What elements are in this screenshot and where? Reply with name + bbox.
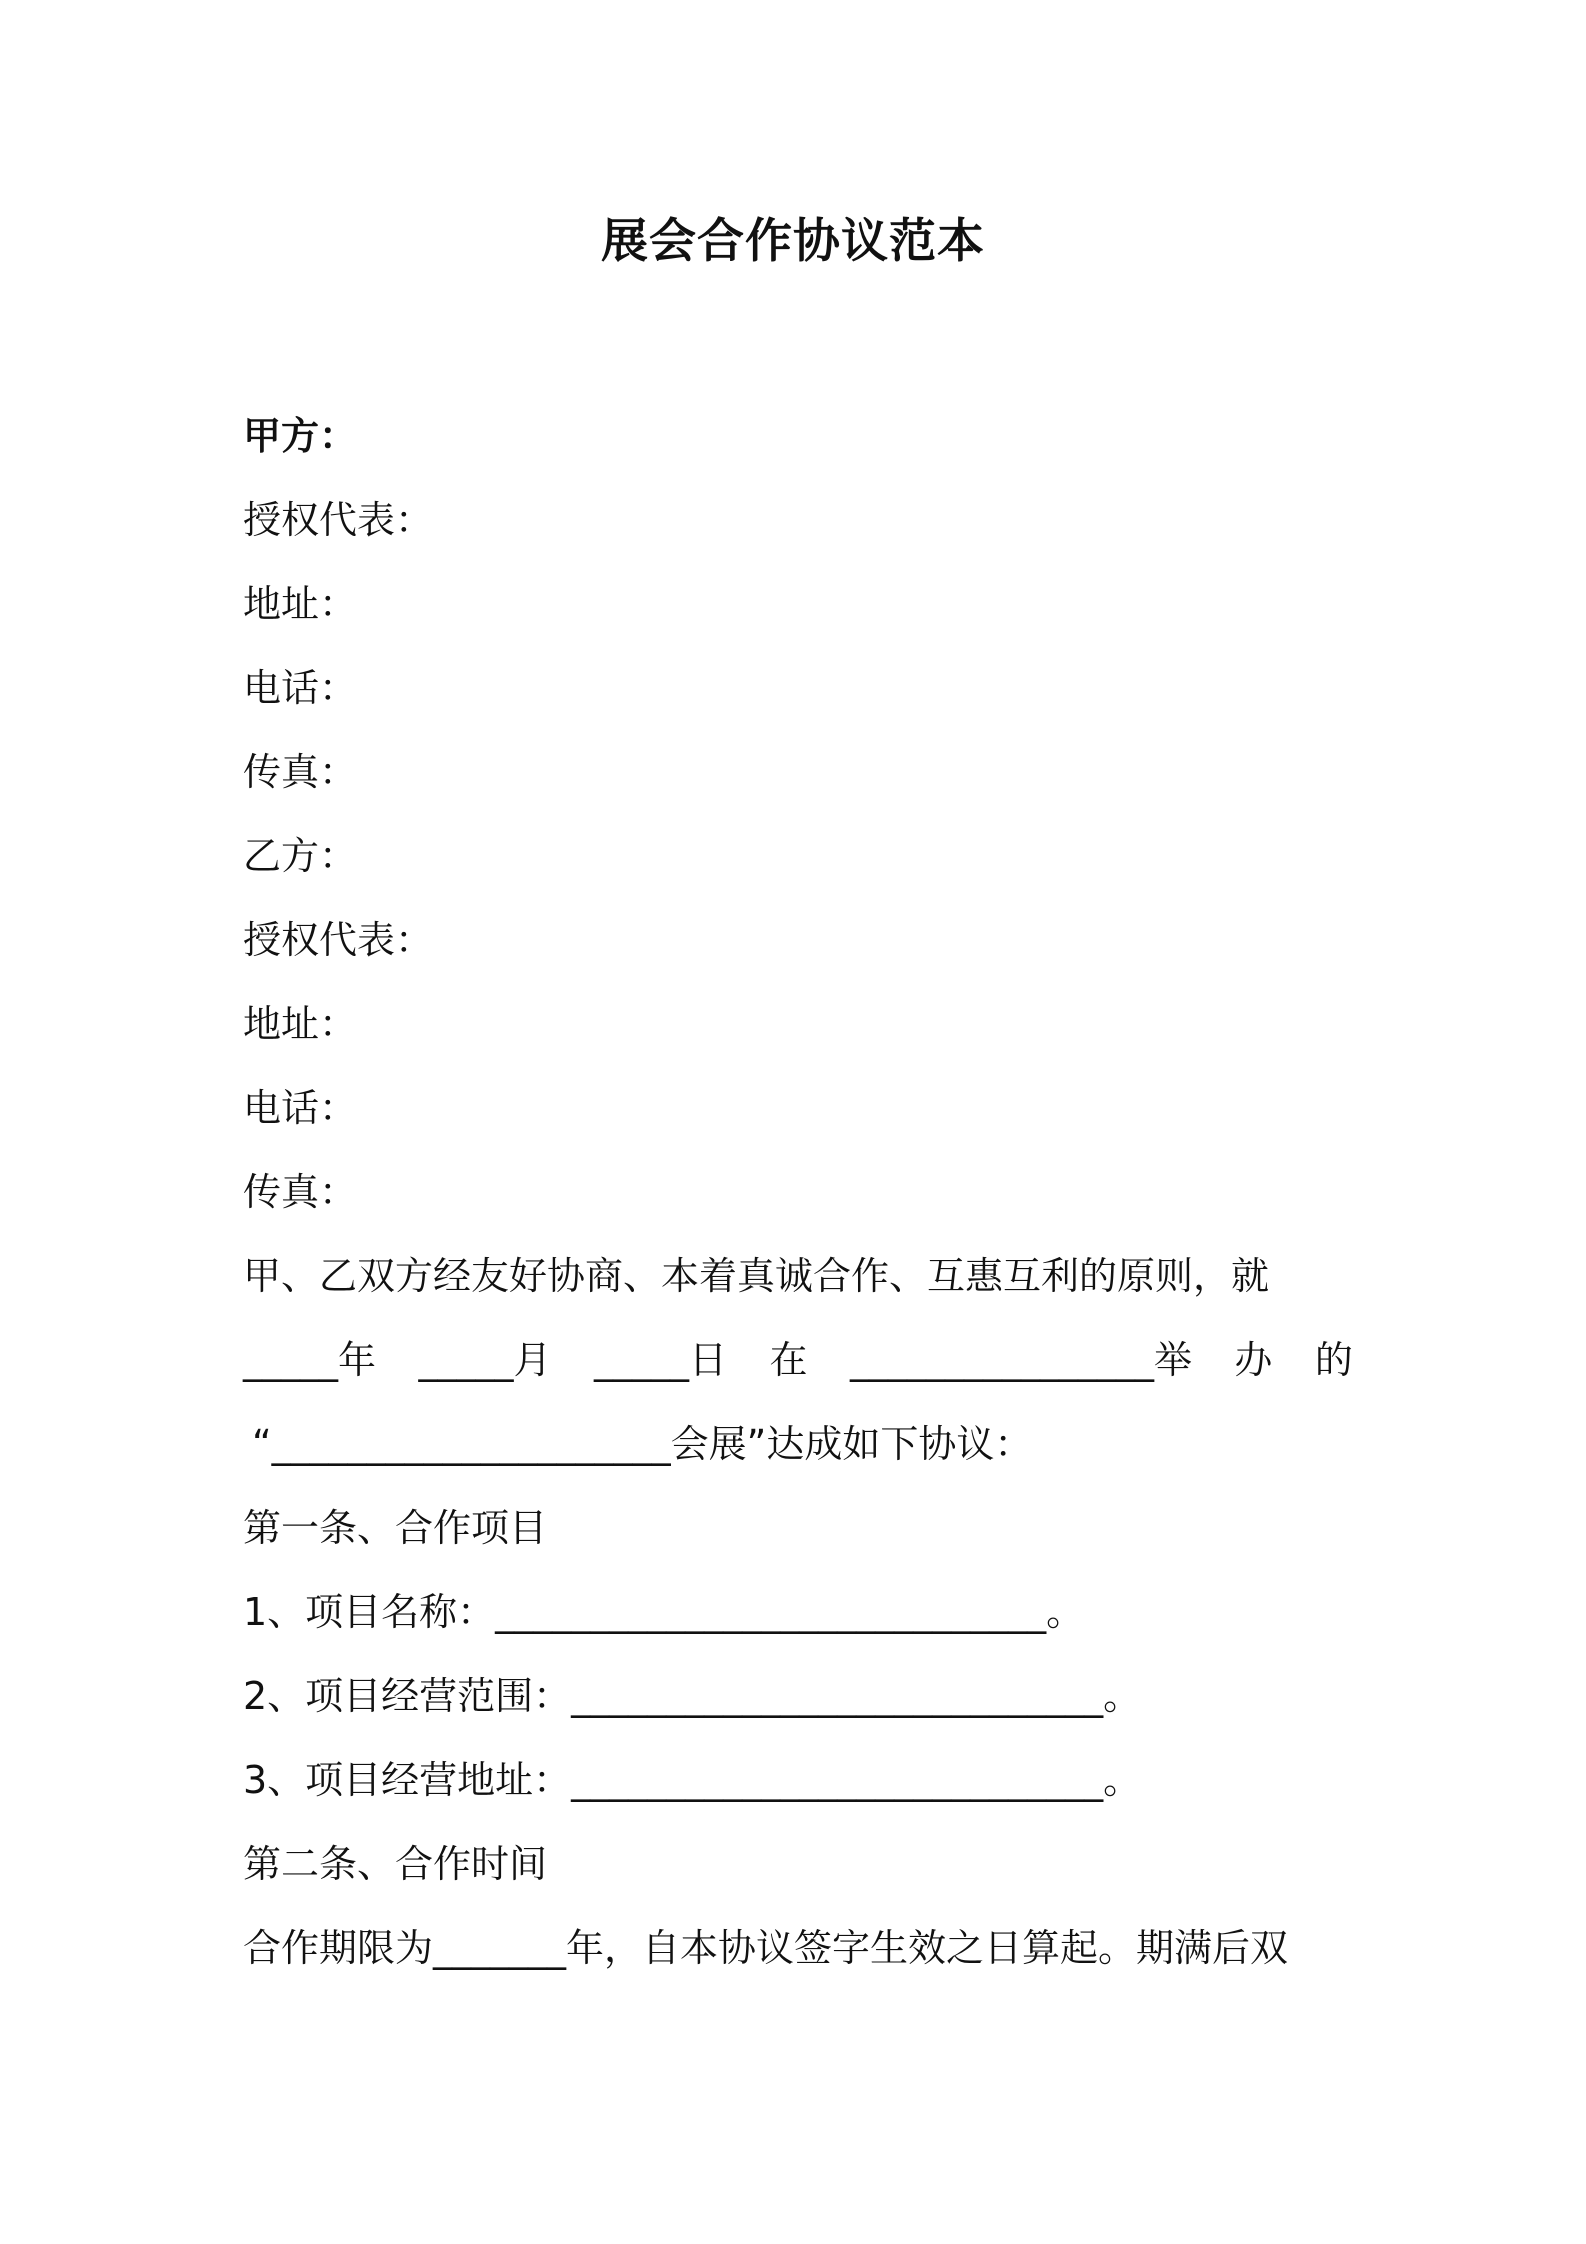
intro-line-2 bbox=[243, 1334, 1353, 1386]
article-1-item-3: 3、项目经营地址：____________________________。 bbox=[243, 1758, 1142, 1802]
party-b-phone: 电话： bbox=[243, 1086, 358, 1130]
intro-de: 的 bbox=[1314, 1338, 1353, 1382]
article-1-item-1: 1、项目名称：_____________________________。 bbox=[243, 1590, 1085, 1634]
party-b-fax: 传真： bbox=[243, 1170, 358, 1214]
party-a-label: 甲方： bbox=[243, 414, 358, 458]
intro-line-1: 甲、乙双方经友好协商、本着真诚合作、互惠互利的原则，就 bbox=[243, 1254, 1270, 1298]
intro-month-blank: _____月 bbox=[418, 1338, 552, 1382]
intro-day-blank: _____日 bbox=[593, 1338, 727, 1382]
party-b-label: 乙方： bbox=[243, 834, 358, 878]
party-a-rep: 授权代表： bbox=[243, 498, 434, 542]
party-a-address: 地址： bbox=[243, 582, 358, 626]
document-title: 展会合作协议范本 bbox=[601, 214, 985, 269]
article-2-heading: 第二条、合作时间 bbox=[243, 1842, 548, 1886]
intro-at: 在 bbox=[769, 1338, 808, 1382]
intro-year-blank: _____年 bbox=[243, 1338, 377, 1382]
party-b-address: 地址： bbox=[243, 1002, 358, 1046]
article-1-item-2: 2、项目经营范围：____________________________。 bbox=[243, 1674, 1142, 1718]
party-a-phone: 电话： bbox=[243, 666, 358, 710]
article-2-text: 合作期限为_______年，自本协议签字生效之日算起。期满后双 bbox=[243, 1926, 1289, 1970]
intro-ban: 办 bbox=[1234, 1338, 1273, 1382]
intro-line-3: “_____________________会展”达成如下协议： bbox=[252, 1422, 1033, 1466]
article-1-heading: 第一条、合作项目 bbox=[243, 1506, 548, 1550]
party-a-fax: 传真： bbox=[243, 750, 358, 794]
party-b-rep: 授权代表： bbox=[243, 918, 434, 962]
intro-venue-blank: ________________举 bbox=[849, 1338, 1192, 1382]
